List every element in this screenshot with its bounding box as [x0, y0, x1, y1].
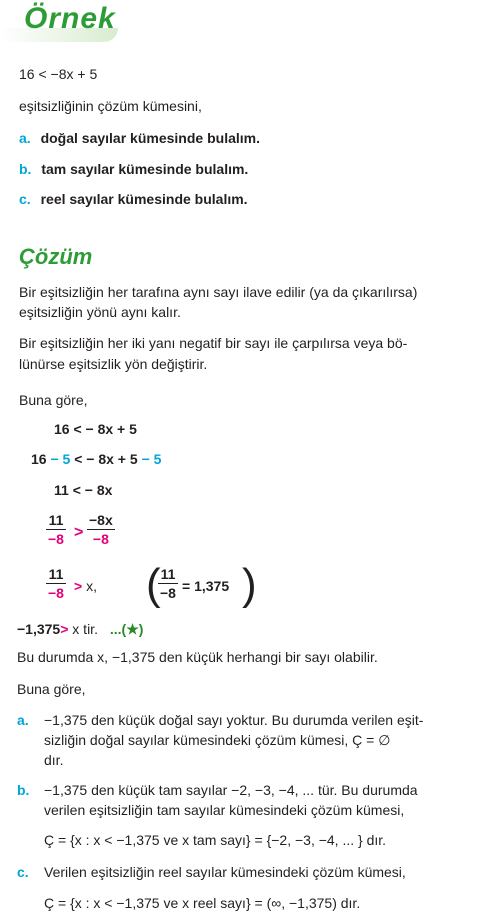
step5-rest	[74, 578, 97, 594]
answer-b-line1: −1,375 den küçük tam sayılar −2, −3, −4, ... tür. Bu durumda	[44, 782, 418, 798]
example-item-c	[19, 191, 248, 207]
fraction-bar	[158, 583, 178, 584]
step2-lhs: 16	[31, 451, 51, 467]
step5-var: x,	[82, 578, 97, 594]
fraction-bar	[46, 529, 66, 530]
example-inequality: 16 < −8x + 5	[19, 66, 98, 82]
fraction-denominator: −8	[160, 585, 176, 601]
answer-b-line2: verilen eşitsizliğin tam sayılar kümesindeki çözüm kümesi,	[44, 802, 405, 818]
buna-gore-2: Buna göre,	[17, 681, 86, 697]
step2-sub-left: − 5	[50, 451, 71, 467]
step2-sub-right: − 5	[141, 451, 162, 467]
step-1: 16 < − 8x + 5	[54, 421, 137, 437]
step6-var: x tir.	[68, 621, 98, 637]
example-title: Örnek	[24, 2, 116, 35]
answer-a-line2: sizliğin doğal sayılar kümesindeki çözüm kümesi, Ç = ∅	[44, 732, 391, 748]
step5-fraction	[46, 566, 66, 601]
item-letter: c.	[19, 191, 31, 207]
answer-c-letter: c.	[17, 864, 29, 880]
example-item-a	[19, 130, 260, 146]
buna-gore: Buna göre,	[19, 392, 88, 408]
fraction-denominator: −8	[48, 531, 64, 547]
left-paren: (	[146, 560, 161, 609]
fraction-numerator: −8x	[89, 512, 113, 528]
rule1-line2: eşitsizliğin yönü aynı kalır.	[19, 304, 181, 320]
step4-operator: >	[74, 524, 84, 541]
answer-b-line3: Ç = {x : x < −1,375 ve x tam sayı} = {−2, −3, −4, ... } dır.	[44, 832, 387, 848]
fraction-bar	[87, 529, 115, 530]
conclusion: Bu durumda x, −1,375 den küçük herhangi bir sayı olabilir.	[17, 649, 378, 665]
fraction-numerator: 11	[48, 512, 64, 528]
paren-result: = 1,375	[182, 578, 230, 594]
solution-title: Çözüm	[19, 244, 93, 269]
fraction-numerator: 11	[48, 566, 64, 582]
step6-value: −1,375	[17, 621, 61, 637]
example-item-b	[19, 161, 248, 177]
paren-fraction	[158, 566, 178, 601]
step2-rhs: < − 8x + 5	[70, 451, 142, 467]
rule1-line1: Bir eşitsizliğin her tarafına aynı sayı ilave edilir (ya da çıkarılırsa)	[19, 284, 418, 300]
answer-a-line1: −1,375 den küçük doğal sayı yoktur. Bu durumda verilen eşit-	[44, 712, 424, 728]
step6-operator: >	[60, 621, 69, 637]
fraction-bar	[46, 583, 66, 584]
item-text: reel sayılar kümesinde bulalım.	[40, 191, 248, 207]
item-letter: a.	[19, 130, 31, 146]
fraction-denominator: −8	[48, 585, 64, 601]
fraction-denominator: −8	[92, 531, 109, 547]
rule2-line2: lünürse eşitsizlik yön değiştirir.	[19, 356, 208, 372]
answer-a-letter: a.	[17, 712, 29, 728]
step-3: 11 < − 8x	[54, 482, 113, 498]
right-paren: )	[242, 560, 257, 609]
answer-c-line1: Verilen eşitsizliğin reel sayılar kümesindeki çözüm kümesi,	[44, 864, 406, 880]
star-marker: ...(★)	[109, 621, 144, 637]
step4-fraction-right	[87, 512, 115, 547]
item-text: doğal sayılar kümesinde bulalım.	[40, 130, 260, 146]
item-text: tam sayılar kümesinde bulalım.	[41, 161, 249, 177]
answer-a-line3: dır.	[44, 752, 64, 768]
step5-paren-group	[146, 560, 257, 612]
rule2-line1: Bir eşitsizliğin her iki yanı negatif bir sayı ile çarpılırsa veya bö-	[19, 335, 408, 351]
step-2	[31, 451, 161, 467]
item-letter: b.	[19, 161, 32, 177]
answer-b-letter: b.	[17, 782, 30, 798]
answer-c-line2: Ç = {x : x < −1,375 ve x reel sayı} = (∞, −1,375) dır.	[44, 895, 361, 911]
step-6	[17, 621, 143, 638]
example-badge	[0, 0, 130, 44]
step5-operator: >	[74, 578, 83, 594]
step4-fraction-left	[46, 512, 66, 547]
example-prompt: eşitsizliğinin çözüm kümesini,	[19, 98, 202, 114]
fraction-numerator: 11	[160, 566, 176, 582]
